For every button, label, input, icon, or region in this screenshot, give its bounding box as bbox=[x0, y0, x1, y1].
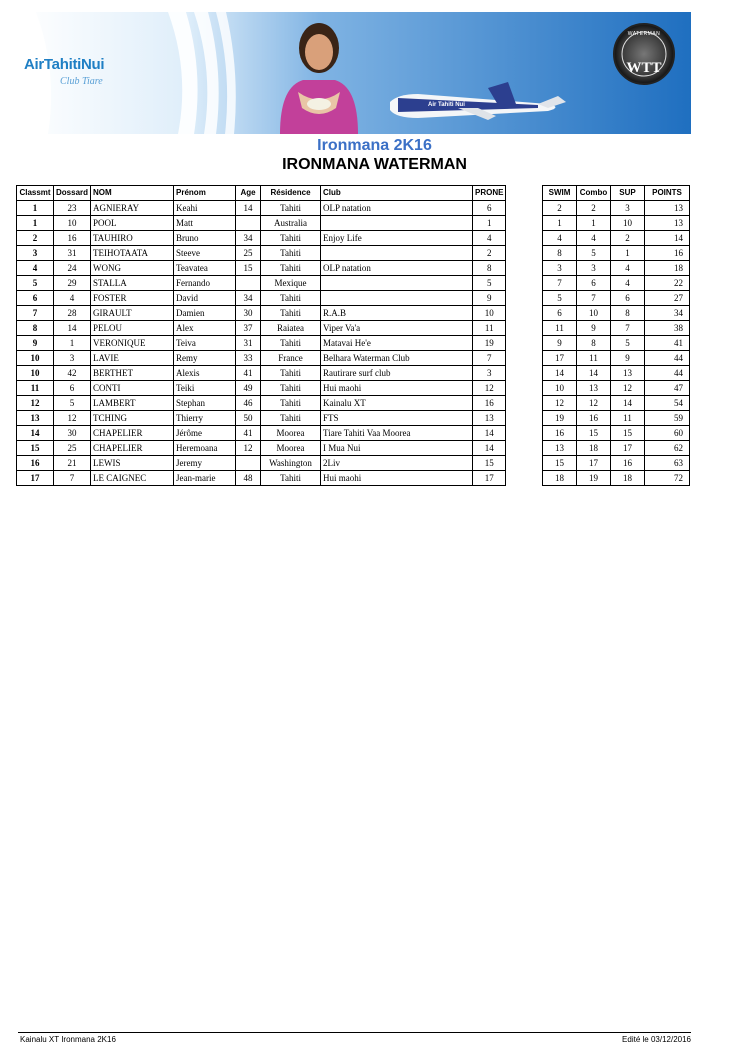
results-row bbox=[17, 321, 506, 336]
scores-cell: 54 bbox=[645, 396, 690, 411]
results-cell: 37 bbox=[236, 321, 261, 336]
results-cell: Matt bbox=[174, 216, 236, 231]
scores-cell: 13 bbox=[611, 366, 645, 381]
scores-cell: 1 bbox=[543, 216, 577, 231]
results-cell: I Mua Nui bbox=[321, 441, 473, 456]
results-row bbox=[17, 276, 506, 291]
scores-cell: 5 bbox=[611, 336, 645, 351]
results-cell: 30 bbox=[236, 306, 261, 321]
scores-row bbox=[543, 336, 690, 351]
footer-edit-date: Edité le 03/12/2016 bbox=[622, 1035, 691, 1044]
results-cell: Australia bbox=[261, 216, 321, 231]
results-cell: LAMBERT bbox=[91, 396, 174, 411]
results-cell: 50 bbox=[236, 411, 261, 426]
results-row bbox=[17, 441, 506, 456]
scores-cell: 38 bbox=[645, 321, 690, 336]
scores-row bbox=[543, 246, 690, 261]
scores-cell: 2 bbox=[611, 231, 645, 246]
scores-cell: 34 bbox=[645, 306, 690, 321]
scores-cell: 3 bbox=[577, 261, 611, 276]
results-cell: FOSTER bbox=[91, 291, 174, 306]
results-cell: 12 bbox=[473, 381, 506, 396]
results-cell: 7 bbox=[473, 351, 506, 366]
results-cell: 30 bbox=[54, 426, 91, 441]
scores-cell: 1 bbox=[611, 246, 645, 261]
results-cell: 16 bbox=[17, 456, 54, 471]
results-cell: 17 bbox=[473, 471, 506, 486]
results-cell: Steeve bbox=[174, 246, 236, 261]
flowers-shape bbox=[307, 98, 331, 110]
scores-cell: 14 bbox=[645, 231, 690, 246]
scores-cell: 13 bbox=[645, 201, 690, 216]
face-shape bbox=[305, 34, 333, 70]
results-cell: FTS bbox=[321, 411, 473, 426]
scores-cell: 22 bbox=[645, 276, 690, 291]
header-banner bbox=[18, 12, 691, 134]
results-row bbox=[17, 246, 506, 261]
results-cell: Tahiti bbox=[261, 261, 321, 276]
scores-cell: 44 bbox=[645, 351, 690, 366]
results-cell: Mexique bbox=[261, 276, 321, 291]
results-cell: 2Liv bbox=[321, 456, 473, 471]
results-cell: 1 bbox=[473, 216, 506, 231]
results-cell: 12 bbox=[17, 396, 54, 411]
scores-cell: 6 bbox=[611, 291, 645, 306]
scores-cell: 7 bbox=[577, 291, 611, 306]
results-cell: 5 bbox=[54, 396, 91, 411]
results-cell: 12 bbox=[236, 441, 261, 456]
scores-cell: 3 bbox=[543, 261, 577, 276]
results-cell: Keahi bbox=[174, 201, 236, 216]
results-cell: Tahiti bbox=[261, 291, 321, 306]
scores-cell: 44 bbox=[645, 366, 690, 381]
results-row bbox=[17, 396, 506, 411]
results-cell: 14 bbox=[473, 441, 506, 456]
scores-row bbox=[543, 366, 690, 381]
scores-cell: 11 bbox=[577, 351, 611, 366]
results-row bbox=[17, 456, 506, 471]
results-cell: Jérôme bbox=[174, 426, 236, 441]
results-cell: France bbox=[261, 351, 321, 366]
results-cell: 5 bbox=[473, 276, 506, 291]
scores-cell: 27 bbox=[645, 291, 690, 306]
results-cell: OLP natation bbox=[321, 261, 473, 276]
scores-header-cell: SWIM bbox=[543, 186, 577, 201]
results-cell: Tiare Tahiti Vaa Moorea bbox=[321, 426, 473, 441]
results-cell: 5 bbox=[17, 276, 54, 291]
scores-cell: 63 bbox=[645, 456, 690, 471]
scores-cell: 2 bbox=[543, 201, 577, 216]
scores-cell: 16 bbox=[543, 426, 577, 441]
scores-cell: 13 bbox=[543, 441, 577, 456]
results-cell bbox=[321, 291, 473, 306]
results-cell: 10 bbox=[17, 351, 54, 366]
results-cell: 19 bbox=[473, 336, 506, 351]
results-cell bbox=[236, 456, 261, 471]
scores-row bbox=[543, 426, 690, 441]
results-cell: Tahiti bbox=[261, 231, 321, 246]
results-cell: LAVIE bbox=[91, 351, 174, 366]
results-cell: POOL bbox=[91, 216, 174, 231]
results-cell: Tahiti bbox=[261, 336, 321, 351]
results-cell: CHAPELIER bbox=[91, 441, 174, 456]
results-cell: LEWIS bbox=[91, 456, 174, 471]
results-cell: R.A.B bbox=[321, 306, 473, 321]
scores-cell: 62 bbox=[645, 441, 690, 456]
results-cell: 6 bbox=[473, 201, 506, 216]
results-cell: 24 bbox=[54, 261, 91, 276]
results-cell: 1 bbox=[17, 201, 54, 216]
results-cell: 41 bbox=[236, 426, 261, 441]
results-cell: 3 bbox=[54, 351, 91, 366]
results-cell: Washington bbox=[261, 456, 321, 471]
scores-cell: 2 bbox=[577, 201, 611, 216]
results-cell: 21 bbox=[54, 456, 91, 471]
results-cell: 4 bbox=[17, 261, 54, 276]
scores-cell: 1 bbox=[577, 216, 611, 231]
scores-cell: 4 bbox=[611, 261, 645, 276]
results-cell: 13 bbox=[473, 411, 506, 426]
scores-cell: 13 bbox=[645, 216, 690, 231]
scores-row bbox=[543, 381, 690, 396]
results-row bbox=[17, 291, 506, 306]
results-cell: PELOU bbox=[91, 321, 174, 336]
results-cell: CONTI bbox=[91, 381, 174, 396]
results-cell bbox=[236, 216, 261, 231]
results-cell: 11 bbox=[17, 381, 54, 396]
scores-cell: 8 bbox=[611, 306, 645, 321]
results-cell: Tahiti bbox=[261, 201, 321, 216]
results-row bbox=[17, 306, 506, 321]
scores-cell: 17 bbox=[543, 351, 577, 366]
results-cell: 6 bbox=[54, 381, 91, 396]
results-cell: Jean-marie bbox=[174, 471, 236, 486]
results-cell: Fernando bbox=[174, 276, 236, 291]
results-row bbox=[17, 201, 506, 216]
results-cell: Tahiti bbox=[261, 396, 321, 411]
scores-cell: 15 bbox=[543, 456, 577, 471]
results-header-cell: NOM bbox=[91, 186, 174, 201]
results-cell: Raiatea bbox=[261, 321, 321, 336]
scores-header-cell: Combo bbox=[577, 186, 611, 201]
results-cell: 1 bbox=[17, 216, 54, 231]
scores-row bbox=[543, 261, 690, 276]
results-cell: STALLA bbox=[91, 276, 174, 291]
results-cell: Teiva bbox=[174, 336, 236, 351]
scores-cell: 8 bbox=[543, 246, 577, 261]
scores-cell: 4 bbox=[611, 276, 645, 291]
scores-header-cell: POINTS bbox=[645, 186, 690, 201]
scores-row bbox=[543, 321, 690, 336]
results-cell: Viper Va'a bbox=[321, 321, 473, 336]
event-subtitle: IRONMANA WATERMAN bbox=[282, 156, 467, 173]
scores-cell: 11 bbox=[611, 411, 645, 426]
results-header-cell: Club bbox=[321, 186, 473, 201]
results-cell: Belhara Waterman Club bbox=[321, 351, 473, 366]
scores-cell: 14 bbox=[611, 396, 645, 411]
results-cell: Tahiti bbox=[261, 246, 321, 261]
results-body bbox=[17, 201, 506, 486]
results-cell: 34 bbox=[236, 231, 261, 246]
results-cell: AGNIERAY bbox=[91, 201, 174, 216]
scores-cell: 3 bbox=[611, 201, 645, 216]
scores-row bbox=[543, 306, 690, 321]
results-cell: 2 bbox=[17, 231, 54, 246]
results-cell: BERTHET bbox=[91, 366, 174, 381]
scores-cell: 5 bbox=[577, 246, 611, 261]
results-cell: 3 bbox=[473, 366, 506, 381]
results-cell: 8 bbox=[17, 321, 54, 336]
scores-row bbox=[543, 351, 690, 366]
scores-cell: 7 bbox=[611, 321, 645, 336]
results-cell: 16 bbox=[473, 396, 506, 411]
results-cell: WONG bbox=[91, 261, 174, 276]
results-cell: Teavatea bbox=[174, 261, 236, 276]
scores-cell: 8 bbox=[577, 336, 611, 351]
results-cell: 10 bbox=[17, 366, 54, 381]
results-cell: 42 bbox=[54, 366, 91, 381]
results-cell: 9 bbox=[473, 291, 506, 306]
scores-cell: 12 bbox=[577, 396, 611, 411]
results-row bbox=[17, 216, 506, 231]
scores-cell: 9 bbox=[611, 351, 645, 366]
results-cell: VERONIQUE bbox=[91, 336, 174, 351]
scores-cell: 15 bbox=[611, 426, 645, 441]
results-cell: Enjoy Life bbox=[321, 231, 473, 246]
scores-row bbox=[543, 441, 690, 456]
results-cell: 10 bbox=[473, 306, 506, 321]
results-row bbox=[17, 351, 506, 366]
scores-cell: 6 bbox=[577, 276, 611, 291]
results-cell: Tahiti bbox=[261, 471, 321, 486]
scores-cell: 72 bbox=[645, 471, 690, 486]
scores-cell: 6 bbox=[543, 306, 577, 321]
results-cell: 17 bbox=[17, 471, 54, 486]
results-row bbox=[17, 411, 506, 426]
results-cell: 16 bbox=[54, 231, 91, 246]
footer-document-name: Kainalu XT Ironmana 2K16 bbox=[20, 1035, 116, 1044]
scores-row bbox=[543, 456, 690, 471]
results-cell bbox=[321, 246, 473, 261]
results-cell: Matavai He'e bbox=[321, 336, 473, 351]
results-cell: 11 bbox=[473, 321, 506, 336]
scores-cell: 12 bbox=[543, 396, 577, 411]
results-cell: 8 bbox=[473, 261, 506, 276]
results-cell: Kainalu XT bbox=[321, 396, 473, 411]
scores-cell: 16 bbox=[577, 411, 611, 426]
results-cell: Alexis bbox=[174, 366, 236, 381]
results-cell: 31 bbox=[236, 336, 261, 351]
scores-header-cell: SUP bbox=[611, 186, 645, 201]
results-cell: Jeremy bbox=[174, 456, 236, 471]
results-cell: 23 bbox=[54, 201, 91, 216]
results-cell: Moorea bbox=[261, 426, 321, 441]
airline-logo-subtitle: Club Tiare bbox=[60, 76, 103, 87]
scores-cell: 41 bbox=[645, 336, 690, 351]
scores-cell: 9 bbox=[543, 336, 577, 351]
scores-cell: 60 bbox=[645, 426, 690, 441]
results-cell: LE CAIGNEC bbox=[91, 471, 174, 486]
results-cell: 25 bbox=[54, 441, 91, 456]
results-cell: 10 bbox=[54, 216, 91, 231]
results-cell bbox=[321, 276, 473, 291]
scores-table bbox=[542, 185, 690, 486]
scores-cell: 4 bbox=[543, 231, 577, 246]
results-cell: 9 bbox=[17, 336, 54, 351]
results-cell: 7 bbox=[17, 306, 54, 321]
banner-graphic bbox=[18, 12, 691, 134]
results-header-cell: PRONE bbox=[473, 186, 506, 201]
results-cell: 15 bbox=[236, 261, 261, 276]
results-cell: 3 bbox=[17, 246, 54, 261]
results-cell: Rautirare surf club bbox=[321, 366, 473, 381]
results-cell: 15 bbox=[17, 441, 54, 456]
scores-cell: 12 bbox=[611, 381, 645, 396]
scores-cell: 13 bbox=[577, 381, 611, 396]
results-cell: Moorea bbox=[261, 441, 321, 456]
results-cell: 29 bbox=[54, 276, 91, 291]
scores-body bbox=[543, 201, 690, 486]
results-cell: TCHING bbox=[91, 411, 174, 426]
results-cell: 41 bbox=[236, 366, 261, 381]
results-cell bbox=[321, 216, 473, 231]
results-cell: Stephan bbox=[174, 396, 236, 411]
scores-cell: 19 bbox=[543, 411, 577, 426]
results-cell: 14 bbox=[473, 426, 506, 441]
scores-cell: 10 bbox=[611, 216, 645, 231]
results-cell: 15 bbox=[473, 456, 506, 471]
seal-text: WTT bbox=[626, 60, 662, 76]
results-row bbox=[17, 366, 506, 381]
airplane-livery-text: Air Tahiti Nui bbox=[428, 102, 465, 108]
scores-cell: 9 bbox=[577, 321, 611, 336]
results-row bbox=[17, 231, 506, 246]
results-cell: 2 bbox=[473, 246, 506, 261]
scores-cell: 4 bbox=[577, 231, 611, 246]
scores-cell: 7 bbox=[543, 276, 577, 291]
results-cell: 49 bbox=[236, 381, 261, 396]
airline-logo: AirTahitiNui bbox=[24, 56, 105, 73]
results-cell: Teiki bbox=[174, 381, 236, 396]
results-cell: 31 bbox=[54, 246, 91, 261]
results-cell: GIRAULT bbox=[91, 306, 174, 321]
results-header-cell: Prénom bbox=[174, 186, 236, 201]
scores-row bbox=[543, 411, 690, 426]
scores-cell: 17 bbox=[577, 456, 611, 471]
scores-cell: 15 bbox=[577, 426, 611, 441]
scores-cell: 47 bbox=[645, 381, 690, 396]
results-cell: 4 bbox=[54, 291, 91, 306]
footer-divider bbox=[18, 1032, 691, 1033]
results-header-row bbox=[17, 186, 506, 201]
results-row bbox=[17, 471, 506, 486]
results-cell: 25 bbox=[236, 246, 261, 261]
results-cell: 34 bbox=[236, 291, 261, 306]
scores-row bbox=[543, 291, 690, 306]
results-row bbox=[17, 381, 506, 396]
results-table bbox=[16, 185, 506, 486]
scores-cell: 18 bbox=[543, 471, 577, 486]
results-cell: Alex bbox=[174, 321, 236, 336]
scores-row bbox=[543, 216, 690, 231]
results-cell: David bbox=[174, 291, 236, 306]
results-cell: Remy bbox=[174, 351, 236, 366]
scores-header-row bbox=[543, 186, 690, 201]
scores-cell: 14 bbox=[543, 366, 577, 381]
scores-cell: 10 bbox=[577, 306, 611, 321]
scores-cell: 17 bbox=[611, 441, 645, 456]
results-row bbox=[17, 336, 506, 351]
results-row bbox=[17, 426, 506, 441]
results-cell: 7 bbox=[54, 471, 91, 486]
scores-cell: 18 bbox=[645, 261, 690, 276]
results-cell bbox=[236, 276, 261, 291]
results-cell: Bruno bbox=[174, 231, 236, 246]
results-cell: Heremoana bbox=[174, 441, 236, 456]
seal-ring-text: WATERMAN bbox=[627, 31, 661, 37]
results-cell: Hui maohi bbox=[321, 471, 473, 486]
results-cell: 4 bbox=[473, 231, 506, 246]
results-cell: 48 bbox=[236, 471, 261, 486]
results-cell: OLP natation bbox=[321, 201, 473, 216]
scores-row bbox=[543, 396, 690, 411]
scores-cell: 18 bbox=[611, 471, 645, 486]
scores-cell: 11 bbox=[543, 321, 577, 336]
scores-cell: 19 bbox=[577, 471, 611, 486]
results-cell: 14 bbox=[236, 201, 261, 216]
results-cell: 46 bbox=[236, 396, 261, 411]
results-header-cell: Dossard bbox=[54, 186, 91, 201]
results-cell: Tahiti bbox=[261, 381, 321, 396]
results-cell: Tahiti bbox=[261, 411, 321, 426]
scores-cell: 16 bbox=[645, 246, 690, 261]
results-cell: 28 bbox=[54, 306, 91, 321]
results-cell: 13 bbox=[17, 411, 54, 426]
results-cell: 12 bbox=[54, 411, 91, 426]
results-row bbox=[17, 261, 506, 276]
results-cell: Hui maohi bbox=[321, 381, 473, 396]
results-cell: Damien bbox=[174, 306, 236, 321]
scores-row bbox=[543, 276, 690, 291]
results-cell: CHAPELIER bbox=[91, 426, 174, 441]
results-cell: Tahiti bbox=[261, 366, 321, 381]
scores-cell: 10 bbox=[543, 381, 577, 396]
event-title: Ironmana 2K16 bbox=[317, 137, 432, 154]
results-header-cell: Classmt bbox=[17, 186, 54, 201]
scores-cell: 5 bbox=[543, 291, 577, 306]
results-cell: 14 bbox=[17, 426, 54, 441]
results-cell: Tahiti bbox=[261, 306, 321, 321]
scores-row bbox=[543, 201, 690, 216]
scores-row bbox=[543, 231, 690, 246]
results-header-cell: Résidence bbox=[261, 186, 321, 201]
scores-cell: 16 bbox=[611, 456, 645, 471]
results-header-cell: Age bbox=[236, 186, 261, 201]
scores-row bbox=[543, 471, 690, 486]
results-cell: TAUHIRO bbox=[91, 231, 174, 246]
results-cell: Thierry bbox=[174, 411, 236, 426]
scores-cell: 14 bbox=[577, 366, 611, 381]
scores-cell: 59 bbox=[645, 411, 690, 426]
results-cell: TEIHOTAATA bbox=[91, 246, 174, 261]
results-cell: 14 bbox=[54, 321, 91, 336]
results-cell: 6 bbox=[17, 291, 54, 306]
results-cell: 1 bbox=[54, 336, 91, 351]
scores-cell: 18 bbox=[577, 441, 611, 456]
results-cell: 33 bbox=[236, 351, 261, 366]
